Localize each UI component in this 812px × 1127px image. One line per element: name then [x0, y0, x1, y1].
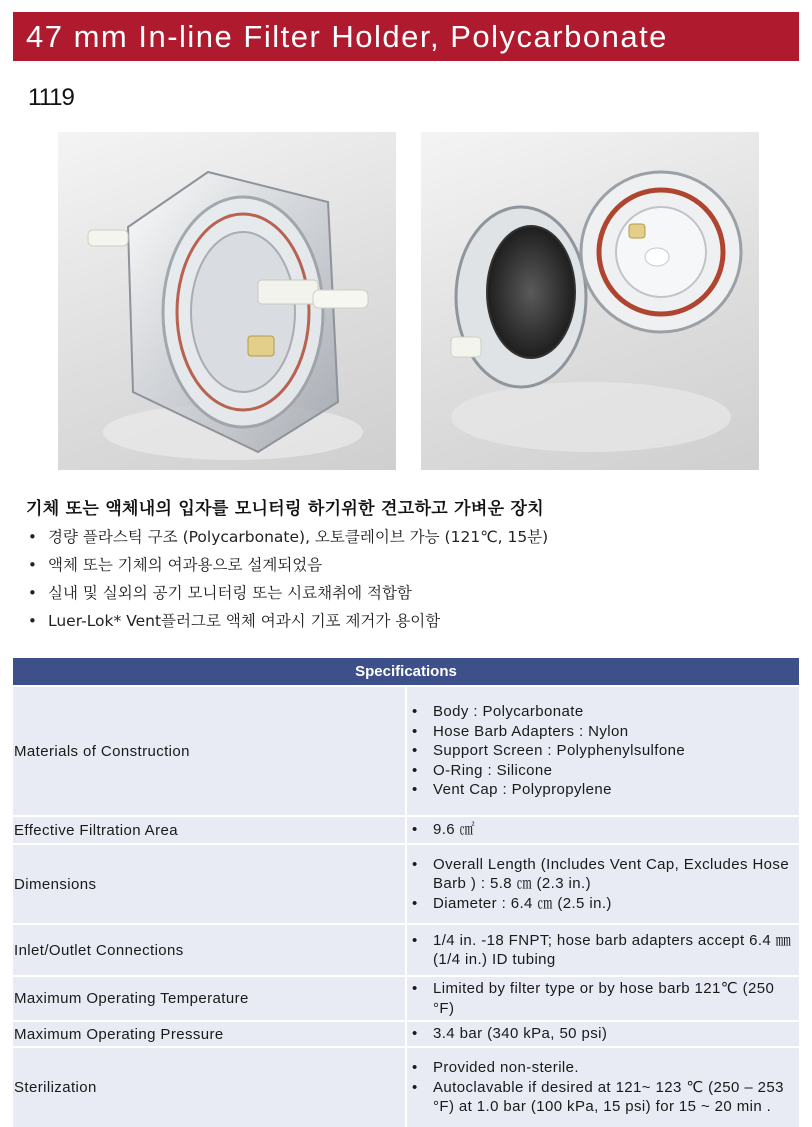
feature-item: • 액체 또는 기체의 여과용으로 설계되었음	[26, 551, 548, 579]
table-row	[13, 686, 799, 816]
model-number: 1119	[28, 84, 74, 111]
feature-list	[26, 523, 548, 635]
spec-value	[406, 686, 799, 816]
spec-value	[406, 1021, 799, 1047]
headline: 기체 또는 액체내의 입자를 모니터링 하기위한 견고하고 가벼운 장치	[26, 499, 544, 519]
spec-label: Materials of Construction	[13, 686, 406, 816]
spec-label: Effective Filtration Area	[13, 816, 406, 844]
spec-label: Dimensions	[13, 844, 406, 924]
table-row	[13, 1021, 799, 1047]
page-title: 47 mm In-line Filter Holder, Polycarbonate	[13, 12, 799, 61]
feature-item: • Luer-Lok* Vent플러그로 액체 여과시 기포 제거가 용이함	[26, 607, 548, 635]
feature-item: • 경량 플라스틱 구조 (Polycarbonate), 오토클레이브 가능 (121℃, 15분)	[26, 523, 548, 551]
table-row	[13, 844, 799, 924]
spec-value-item: • Support Screen : Polyphenylsulfone	[411, 741, 797, 761]
spec-value-item: • 9.6 ㎠	[411, 820, 797, 840]
spec-value	[406, 844, 799, 924]
spec-value-item: • Diameter : 6.4 ㎝ (2.5 in.)	[411, 894, 797, 914]
spec-value	[406, 976, 799, 1021]
spec-value-item: • Vent Cap : Polypropylene	[411, 780, 797, 800]
table-row	[13, 976, 799, 1021]
spec-value	[406, 1047, 799, 1127]
spec-label: Maximum Operating Temperature	[13, 976, 406, 1021]
spec-value-item: • Provided non-sterile.	[411, 1058, 797, 1078]
feature-item: • 실내 및 실외의 공기 모니터링 또는 시료채취에 적합함	[26, 579, 548, 607]
spec-value-item: • Overall Length (Includes Vent Cap, Excludes Hose Barb ) : 5.8 ㎝ (2.3 in.)	[411, 855, 797, 894]
spec-value-item: • 3.4 bar (340 kPa, 50 psi)	[411, 1024, 797, 1044]
spec-label: Inlet/Outlet Connections	[13, 924, 406, 976]
spec-value-item: • Limited by filter type or by hose barb 121℃ (250 °F)	[411, 979, 797, 1018]
spec-value	[406, 924, 799, 976]
spec-value-item: • O-Ring : Silicone	[411, 761, 797, 781]
table-row	[13, 1047, 799, 1127]
spec-value	[406, 816, 799, 844]
table-row	[13, 816, 799, 844]
spec-label: Sterilization	[13, 1047, 406, 1127]
specifications-table	[13, 658, 799, 1127]
table-row	[13, 924, 799, 976]
product-photo-assembled	[58, 132, 396, 470]
product-photo-open	[421, 132, 759, 470]
spec-label: Maximum Operating Pressure	[13, 1021, 406, 1047]
spec-value-item: • 1/4 in. -18 FNPT; hose barb adapters accept 6.4 ㎜ (1/4 in.) ID tubing	[411, 931, 797, 970]
spec-value-item: • Autoclavable if desired at 121~ 123 ℃ (250 – 253 °F) at 1.0 bar (100 kPa, 15 psi) for 15 ~ 20 min .	[411, 1078, 797, 1117]
spec-value-item: • Hose Barb Adapters : Nylon	[411, 722, 797, 742]
specifications-header: Specifications	[13, 658, 799, 686]
spec-value-item: • Body : Polycarbonate	[411, 702, 797, 722]
